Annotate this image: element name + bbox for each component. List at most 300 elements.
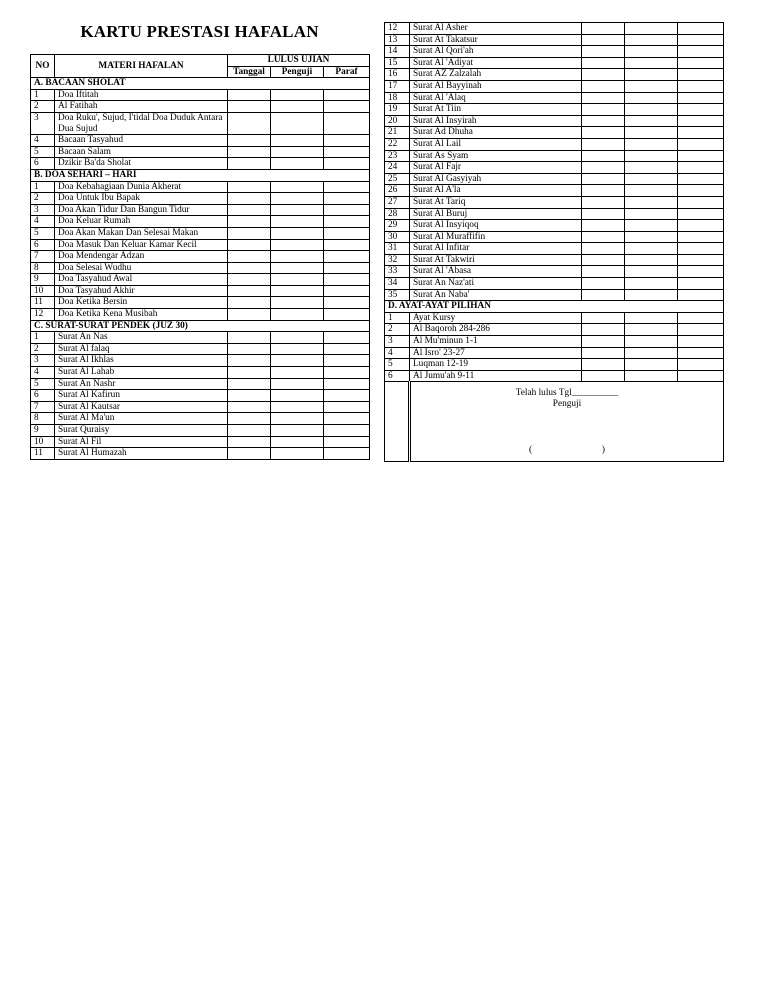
penguji-cell[interactable]: [271, 274, 324, 286]
paraf-cell[interactable]: [324, 146, 370, 158]
penguji-cell[interactable]: [625, 278, 678, 290]
tanggal-cell[interactable]: [228, 332, 271, 344]
penguji-cell[interactable]: [271, 285, 324, 297]
tanggal-cell[interactable]: [228, 89, 271, 101]
table-row: [385, 23, 724, 35]
paraf-cell[interactable]: [678, 266, 724, 278]
row-materi: Surat Al Humazah: [55, 448, 228, 460]
paraf-cell[interactable]: [324, 332, 370, 344]
table-row: [31, 297, 370, 309]
row-number: 27: [385, 196, 410, 208]
penguji-cell[interactable]: [271, 413, 324, 425]
row-number: 25: [385, 173, 410, 185]
page-title: KARTU PRESTASI HAFALAN: [80, 22, 319, 41]
paraf-cell[interactable]: [324, 181, 370, 193]
table-row: [385, 115, 724, 127]
tanggal-cell[interactable]: [582, 138, 625, 150]
row-number: 1: [385, 312, 410, 324]
table-row: [31, 181, 370, 193]
row-number: 2: [31, 343, 55, 355]
row-materi: Ayat Kursy: [410, 312, 582, 324]
penguji-cell[interactable]: [271, 251, 324, 263]
tanggal-cell[interactable]: [582, 208, 625, 220]
tanggal-cell[interactable]: [582, 162, 625, 174]
table-row: [385, 46, 724, 58]
row-materi: Al Baqoroh 284-286: [410, 324, 582, 336]
table-row: [31, 309, 370, 321]
row-materi: Surat An Naz'ati: [410, 278, 582, 290]
tanggal-cell[interactable]: [582, 336, 625, 348]
row-materi: Surat AZ Zalzalah: [410, 69, 582, 81]
table-row: [31, 204, 370, 216]
paraf-cell[interactable]: [678, 46, 724, 58]
tanggal-cell[interactable]: [582, 370, 625, 382]
penguji-cell[interactable]: [625, 231, 678, 243]
row-materi: Surat Al Kafirun: [55, 390, 228, 402]
row-materi: Surat At Tiin: [410, 104, 582, 116]
tanggal-cell[interactable]: [582, 266, 625, 278]
table-row: [385, 336, 724, 348]
penguji-cell[interactable]: [625, 115, 678, 127]
penguji-cell[interactable]: [625, 208, 678, 220]
row-number: 34: [385, 278, 410, 290]
row-number: 4: [31, 367, 55, 379]
header-tanggal: Tanggal: [228, 66, 271, 78]
paraf-cell[interactable]: [324, 227, 370, 239]
row-materi: Bacaan Salam: [55, 146, 228, 158]
penguji-cell[interactable]: [271, 332, 324, 344]
penguji-cell[interactable]: [271, 181, 324, 193]
table-row: [385, 57, 724, 69]
tanggal-cell[interactable]: [228, 378, 271, 390]
paraf-cell[interactable]: [678, 162, 724, 174]
tanggal-cell[interactable]: [582, 243, 625, 255]
table-row: [385, 220, 724, 232]
penguji-cell[interactable]: [271, 309, 324, 321]
section-header-row: [385, 301, 724, 313]
table-row: [31, 425, 370, 437]
row-number: 6: [385, 370, 410, 382]
tanggal-cell[interactable]: [228, 251, 271, 263]
table-row: [31, 448, 370, 460]
paraf-cell[interactable]: [678, 115, 724, 127]
paraf-cell[interactable]: [678, 173, 724, 185]
tanggal-cell[interactable]: [582, 254, 625, 266]
paraf-cell[interactable]: [324, 297, 370, 309]
paraf-cell[interactable]: [678, 324, 724, 336]
penguji-cell[interactable]: [271, 378, 324, 390]
row-materi: Surat Al Fil: [55, 436, 228, 448]
table-row: [31, 436, 370, 448]
penguji-cell[interactable]: [271, 89, 324, 101]
tanggal-cell[interactable]: [228, 158, 271, 170]
row-number: 6: [31, 239, 55, 251]
table-row: [385, 231, 724, 243]
row-materi: Surat An Nas: [55, 332, 228, 344]
paraf-cell[interactable]: [678, 104, 724, 116]
table-row: [385, 254, 724, 266]
row-number: 22: [385, 138, 410, 150]
penguji-cell[interactable]: [271, 135, 324, 147]
table-row: [385, 34, 724, 46]
table-row: [385, 266, 724, 278]
paraf-cell[interactable]: [324, 425, 370, 437]
row-number: 10: [31, 285, 55, 297]
signature-box: [410, 382, 724, 462]
penguji-cell[interactable]: [271, 355, 324, 367]
tanggal-cell[interactable]: [582, 196, 625, 208]
row-number: 23: [385, 150, 410, 162]
penguji-cell[interactable]: [271, 158, 324, 170]
penguji-cell[interactable]: [271, 343, 324, 355]
row-materi: Surat An Nashr: [55, 378, 228, 390]
table-row: [31, 158, 370, 170]
row-number: 20: [385, 115, 410, 127]
row-number: 16: [385, 69, 410, 81]
penguji-cell[interactable]: [271, 239, 324, 251]
table-row: [385, 243, 724, 255]
row-materi: Doa Tasyahud Awal: [55, 274, 228, 286]
paraf-cell[interactable]: [324, 204, 370, 216]
paraf-cell[interactable]: [678, 278, 724, 290]
penguji-cell[interactable]: [625, 23, 678, 35]
row-number: 5: [31, 146, 55, 158]
tanggal-cell[interactable]: [582, 185, 625, 197]
row-materi: Doa Akan Makan Dan Selesai Makan: [55, 227, 228, 239]
tanggal-cell[interactable]: [582, 80, 625, 92]
row-number: 14: [385, 46, 410, 58]
table-row: [31, 413, 370, 425]
penguji-cell[interactable]: [271, 367, 324, 379]
row-number: 10: [31, 436, 55, 448]
row-materi: Doa Akan Tidur Dan Bangun Tidur: [55, 204, 228, 216]
row-number: 1: [31, 89, 55, 101]
row-materi: Surat Al Infitar: [410, 243, 582, 255]
penguji-cell[interactable]: [625, 150, 678, 162]
row-materi: Surat At Tariq: [410, 196, 582, 208]
row-number: 1: [31, 181, 55, 193]
tanggal-cell[interactable]: [228, 367, 271, 379]
paraf-cell[interactable]: [678, 254, 724, 266]
tanggal-cell[interactable]: [228, 204, 271, 216]
paraf-cell[interactable]: [324, 285, 370, 297]
paraf-cell[interactable]: [678, 150, 724, 162]
row-materi: Surat At Takwiri: [410, 254, 582, 266]
tanggal-cell[interactable]: [228, 390, 271, 402]
paraf-cell[interactable]: [324, 309, 370, 321]
paraf-cell[interactable]: [324, 343, 370, 355]
paraf-cell[interactable]: [324, 193, 370, 205]
table-row: [385, 150, 724, 162]
paraf-cell[interactable]: [678, 196, 724, 208]
row-materi: Doa Keluar Rumah: [55, 216, 228, 228]
penguji-cell[interactable]: [625, 196, 678, 208]
tanggal-cell[interactable]: [582, 347, 625, 359]
penguji-cell[interactable]: [625, 138, 678, 150]
penguji-cell[interactable]: [625, 173, 678, 185]
penguji-cell[interactable]: [625, 69, 678, 81]
tanggal-cell[interactable]: [582, 278, 625, 290]
table-row: [31, 239, 370, 251]
signature-parentheses: ( ): [529, 445, 605, 456]
row-number: 7: [31, 251, 55, 263]
paraf-cell[interactable]: [678, 57, 724, 69]
row-number: 35: [385, 289, 410, 301]
paraf-cell[interactable]: [678, 208, 724, 220]
row-number: 4: [31, 135, 55, 147]
penguji-cell[interactable]: [271, 390, 324, 402]
penguji-cell[interactable]: [625, 185, 678, 197]
paraf-cell[interactable]: [678, 370, 724, 382]
paraf-cell[interactable]: [324, 239, 370, 251]
penguji-cell[interactable]: [271, 425, 324, 437]
penguji-cell[interactable]: [271, 216, 324, 228]
penguji-cell[interactable]: [625, 92, 678, 104]
penguji-cell[interactable]: [625, 359, 678, 371]
penguji-cell[interactable]: [271, 401, 324, 413]
tanggal-cell[interactable]: [582, 289, 625, 301]
row-number: 5: [385, 359, 410, 371]
penguji-cell[interactable]: [625, 266, 678, 278]
tanggal-cell[interactable]: [228, 262, 271, 274]
penguji-cell[interactable]: [271, 227, 324, 239]
paraf-cell[interactable]: [678, 127, 724, 139]
row-materi: Doa Selesai Wudhu: [55, 262, 228, 274]
row-number: 19: [385, 104, 410, 116]
row-materi: Surat Al Insyiqoq: [410, 220, 582, 232]
tanggal-cell[interactable]: [228, 309, 271, 321]
row-number: 2: [385, 324, 410, 336]
tanggal-cell[interactable]: [582, 104, 625, 116]
tanggal-cell[interactable]: [228, 436, 271, 448]
tanggal-cell[interactable]: [228, 413, 271, 425]
row-number: 11: [31, 297, 55, 309]
tanggal-cell[interactable]: [228, 274, 271, 286]
row-number: 15: [385, 57, 410, 69]
table-row: [385, 127, 724, 139]
row-materi: Dzikir Ba'da Sholat: [55, 158, 228, 170]
table-row: [31, 378, 370, 390]
paraf-cell[interactable]: [324, 378, 370, 390]
tanggal-cell[interactable]: [582, 34, 625, 46]
row-materi: Surat Al 'Alaq: [410, 92, 582, 104]
paraf-cell[interactable]: [324, 262, 370, 274]
paraf-cell[interactable]: [324, 112, 370, 134]
paraf-cell[interactable]: [678, 231, 724, 243]
paraf-cell[interactable]: [324, 135, 370, 147]
row-materi: Surat Al Lahab: [55, 367, 228, 379]
paraf-cell[interactable]: [678, 312, 724, 324]
tanggal-cell[interactable]: [582, 23, 625, 35]
row-number: 4: [385, 347, 410, 359]
penguji-cell[interactable]: [271, 436, 324, 448]
paraf-cell[interactable]: [678, 336, 724, 348]
left-table: [30, 54, 370, 460]
tanggal-cell[interactable]: [582, 359, 625, 371]
tanggal-cell[interactable]: [228, 355, 271, 367]
row-number: 24: [385, 162, 410, 174]
row-number: 21: [385, 127, 410, 139]
penguji-cell[interactable]: [625, 46, 678, 58]
penguji-cell[interactable]: [625, 289, 678, 301]
tanggal-cell[interactable]: [228, 101, 271, 113]
penguji-cell[interactable]: [625, 162, 678, 174]
header-paraf: Paraf: [324, 66, 370, 78]
penguji-cell[interactable]: [271, 448, 324, 460]
tanggal-cell[interactable]: [582, 127, 625, 139]
tanggal-cell[interactable]: [582, 173, 625, 185]
row-number: 9: [31, 274, 55, 286]
penguji-cell[interactable]: [625, 220, 678, 232]
paraf-cell[interactable]: [324, 413, 370, 425]
row-number: 12: [31, 309, 55, 321]
paraf-cell[interactable]: [678, 289, 724, 301]
row-number: 9: [31, 425, 55, 437]
row-materi: Al Jumu'ah 9-11: [410, 370, 582, 382]
penguji-cell[interactable]: [271, 112, 324, 134]
table-row: [31, 355, 370, 367]
table-row: [31, 262, 370, 274]
tanggal-cell[interactable]: [228, 146, 271, 158]
row-number: 13: [385, 34, 410, 46]
tanggal-cell[interactable]: [228, 112, 271, 134]
tanggal-cell[interactable]: [582, 231, 625, 243]
tanggal-cell[interactable]: [228, 181, 271, 193]
table-row: [385, 69, 724, 81]
table-row: [31, 390, 370, 402]
section-title: A. BACAAN SHOLAT: [31, 78, 370, 90]
paraf-cell[interactable]: [678, 92, 724, 104]
paraf-cell[interactable]: [324, 89, 370, 101]
penguji-cell[interactable]: [625, 324, 678, 336]
row-materi: Doa Ketika Kena Musibah: [55, 309, 228, 321]
paraf-cell[interactable]: [324, 390, 370, 402]
row-materi: Doa Tasyahud Akhir: [55, 285, 228, 297]
paraf-cell[interactable]: [678, 138, 724, 150]
row-number: 6: [31, 158, 55, 170]
row-number: 3: [31, 112, 55, 134]
tanggal-cell[interactable]: [228, 216, 271, 228]
row-materi: Surat Al Muraffifin: [410, 231, 582, 243]
tanggal-cell[interactable]: [228, 343, 271, 355]
tanggal-cell[interactable]: [582, 69, 625, 81]
tanggal-cell[interactable]: [228, 227, 271, 239]
tanggal-cell[interactable]: [228, 401, 271, 413]
penguji-cell[interactable]: [625, 243, 678, 255]
table-row: [385, 359, 724, 371]
paraf-cell[interactable]: [324, 367, 370, 379]
table-row: [385, 370, 724, 382]
penguji-cell[interactable]: [271, 262, 324, 274]
tanggal-cell[interactable]: [582, 324, 625, 336]
row-number: 8: [31, 413, 55, 425]
penguji-cell[interactable]: [625, 34, 678, 46]
table-row: [385, 312, 724, 324]
table-row: [385, 92, 724, 104]
table-row: [385, 138, 724, 150]
header-lulus-ujian: LULUS UJIAN: [228, 55, 370, 67]
paraf-cell[interactable]: [324, 251, 370, 263]
row-materi: Surat Al Insyirah: [410, 115, 582, 127]
penguji-cell[interactable]: [625, 127, 678, 139]
tanggal-cell[interactable]: [228, 285, 271, 297]
paraf-cell[interactable]: [678, 34, 724, 46]
penguji-cell[interactable]: [625, 370, 678, 382]
row-number: 26: [385, 185, 410, 197]
paraf-cell[interactable]: [678, 69, 724, 81]
tanggal-cell[interactable]: [582, 46, 625, 58]
penguji-cell[interactable]: [625, 336, 678, 348]
row-materi: Doa Untuk Ibu Bapak: [55, 193, 228, 205]
paraf-cell[interactable]: [324, 355, 370, 367]
penguji-cell[interactable]: [625, 347, 678, 359]
table-row: [31, 193, 370, 205]
paraf-cell[interactable]: [678, 220, 724, 232]
table-row: [31, 101, 370, 113]
table-row: [385, 104, 724, 116]
tanggal-cell[interactable]: [582, 312, 625, 324]
table-row: [31, 332, 370, 344]
paraf-cell[interactable]: [324, 401, 370, 413]
tanggal-cell[interactable]: [228, 448, 271, 460]
tanggal-cell[interactable]: [228, 193, 271, 205]
paraf-cell[interactable]: [678, 243, 724, 255]
tanggal-cell[interactable]: [582, 115, 625, 127]
tanggal-cell[interactable]: [228, 135, 271, 147]
row-number: 18: [385, 92, 410, 104]
row-materi: Surat Al Lail: [410, 138, 582, 150]
penguji-cell[interactable]: [271, 101, 324, 113]
paraf-cell[interactable]: [324, 216, 370, 228]
paraf-cell[interactable]: [678, 23, 724, 35]
table-row: [31, 146, 370, 158]
table-row: [31, 216, 370, 228]
row-materi: Doa Kebahagiaan Dunia Akherat: [55, 181, 228, 193]
penguji-cell[interactable]: [625, 104, 678, 116]
paraf-cell[interactable]: [324, 101, 370, 113]
penguji-cell[interactable]: [625, 57, 678, 69]
paraf-cell[interactable]: [678, 80, 724, 92]
tanggal-cell[interactable]: [228, 297, 271, 309]
section-title: D. AYAT-AYAT PILIHAN: [385, 301, 724, 313]
penguji-cell[interactable]: [625, 254, 678, 266]
tanggal-cell[interactable]: [582, 92, 625, 104]
paraf-cell[interactable]: [678, 185, 724, 197]
penguji-cell[interactable]: [625, 80, 678, 92]
penguji-cell[interactable]: [625, 312, 678, 324]
tanggal-cell[interactable]: [582, 150, 625, 162]
tanggal-cell[interactable]: [228, 425, 271, 437]
paraf-cell[interactable]: [324, 158, 370, 170]
table-row: [385, 278, 724, 290]
penguji-cell[interactable]: [271, 146, 324, 158]
tanggal-cell[interactable]: [228, 239, 271, 251]
paraf-cell[interactable]: [678, 347, 724, 359]
penguji-cell[interactable]: [271, 204, 324, 216]
table-row: [31, 274, 370, 286]
row-materi: Al Fatihah: [55, 101, 228, 113]
paraf-cell[interactable]: [324, 436, 370, 448]
tanggal-cell[interactable]: [582, 57, 625, 69]
tanggal-cell[interactable]: [582, 220, 625, 232]
row-materi: Surat At Takatsur: [410, 34, 582, 46]
paraf-cell[interactable]: [678, 359, 724, 371]
paraf-cell[interactable]: [324, 274, 370, 286]
paraf-cell[interactable]: [324, 448, 370, 460]
penguji-cell[interactable]: [271, 297, 324, 309]
table-row: [385, 208, 724, 220]
penguji-cell[interactable]: [271, 193, 324, 205]
